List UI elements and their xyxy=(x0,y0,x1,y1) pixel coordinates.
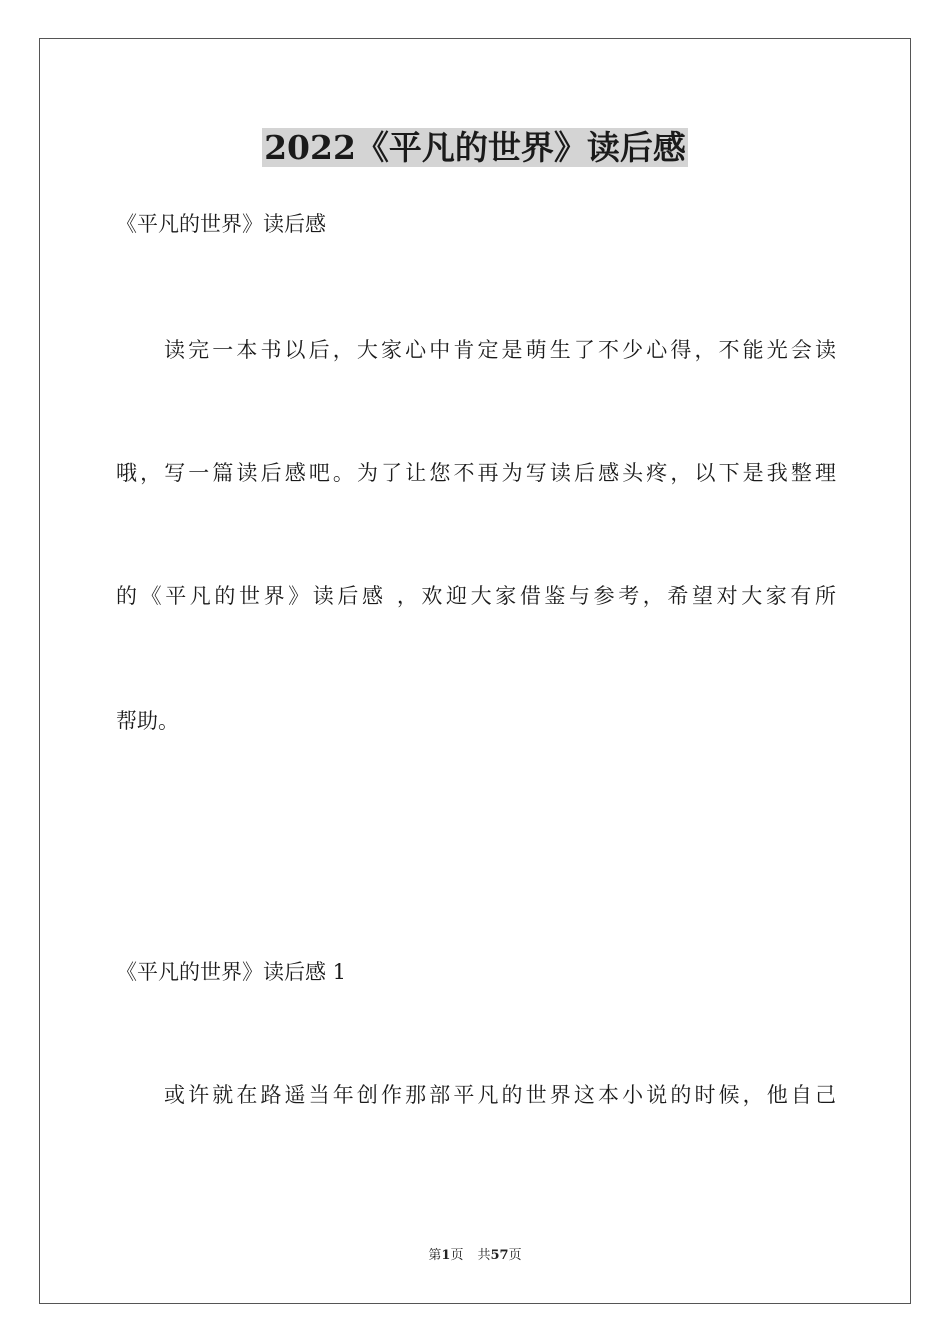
total-count: 57 xyxy=(490,1248,509,1263)
section-heading: 《平凡的世界》读后感 1 xyxy=(116,960,347,984)
document-title xyxy=(0,126,950,170)
paragraph-line: 帮助。 xyxy=(116,709,179,733)
page-suffix: 页 xyxy=(450,1248,464,1263)
total-suffix: 页 xyxy=(508,1248,522,1263)
page-prefix: 第 xyxy=(428,1248,442,1263)
paragraph-line: 或许就在路遥当年创作那部平凡的世界这本小说的时候，他自己 xyxy=(164,1083,836,1107)
paragraph-line: 的《平凡的世界》读后感 ，欢迎大家借鉴与参考，希望对大家有所 xyxy=(116,584,836,608)
page-number xyxy=(428,1248,463,1263)
document-title-text: 2022《平凡的世界》读后感 xyxy=(264,128,686,167)
page-current: 1 xyxy=(441,1248,451,1263)
paragraph-line: 读完一本书以后，大家心中肯定是萌生了不少心得，不能光会读 xyxy=(164,338,836,362)
section-heading: 《平凡的世界》读后感 xyxy=(116,212,326,236)
total-prefix: 共 xyxy=(477,1248,491,1263)
paragraph-line: 哦，写一篇读后感吧。为了让您不再为写读后感头疼，以下是我整理 xyxy=(116,461,836,485)
page-footer xyxy=(0,1247,950,1265)
page-total xyxy=(477,1248,521,1263)
